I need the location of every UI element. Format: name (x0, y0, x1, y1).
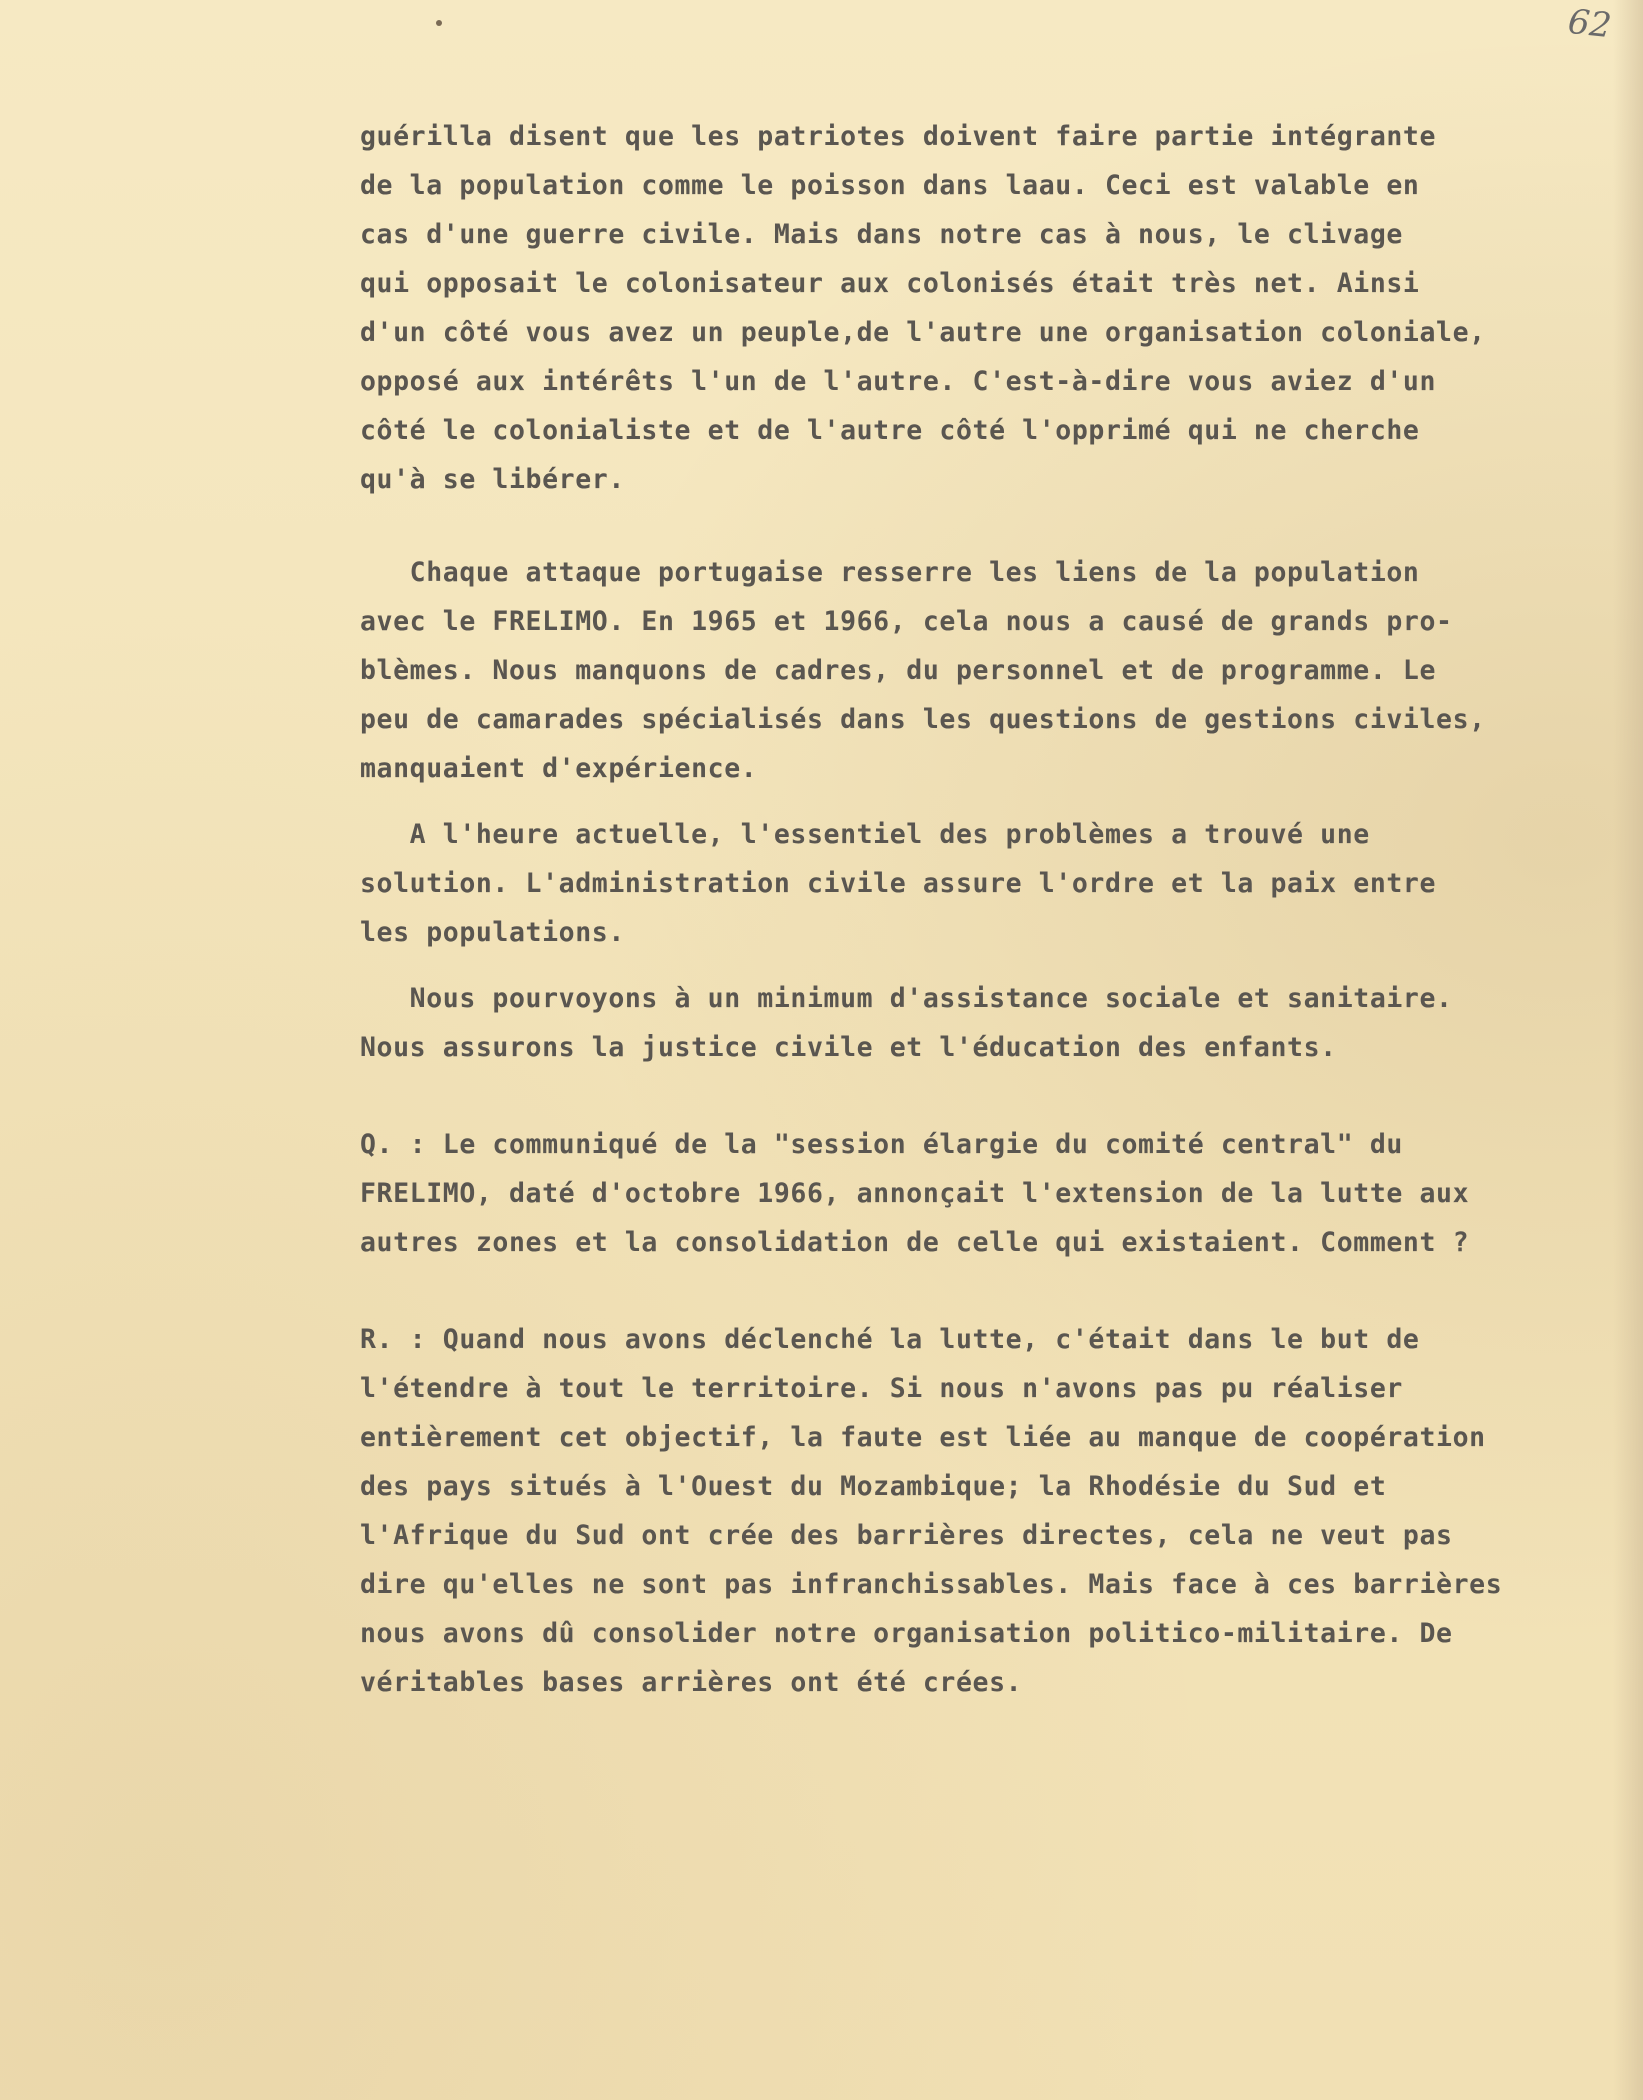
text-line: manquaient d'expérience. (360, 753, 758, 784)
text-line: guérilla disent que les patriotes doivent faire partie intégrante (360, 121, 1437, 152)
text-line: dire qu'elles ne sont pas infranchissables. Mais face à ces barrières (360, 1569, 1503, 1600)
paragraph-gap (360, 504, 1630, 548)
text-line: Q. : Le communiqué de la "session élargie du comité central" du (360, 1129, 1403, 1160)
paragraph-1 (360, 112, 1630, 504)
text-line: cas d'une guerre civile. Mais dans notre cas à nous, le clivage (360, 219, 1403, 250)
text-line: avec le FRELIMO. En 1965 et 1966, cela nous a causé de grands pro- (360, 606, 1453, 637)
text-line: l'étendre à tout le territoire. Si nous n'avons pas pu réaliser (360, 1373, 1403, 1404)
question-paragraph (360, 1120, 1630, 1267)
text-line: opposé aux intérêts l'un de l'autre. C'est-à-dire vous aviez d'un (360, 366, 1437, 397)
stray-ink-dot (436, 20, 442, 26)
paragraph-2 (360, 548, 1630, 793)
text-line: de la population comme le poisson dans laau. Ceci est valable en (360, 170, 1420, 201)
text-line: les populations. (360, 917, 625, 948)
text-line: véritables bases arrières ont été crées. (360, 1667, 1023, 1698)
text-line: R. : Quand nous avons déclenché la lutte, c'était dans le but de (360, 1324, 1420, 1355)
text-line: Nous pourvoyons à un minimum d'assistance sociale et sanitaire. (360, 983, 1453, 1014)
text-line: côté le colonialiste et de l'autre côté l'opprimé qui ne cherche (360, 415, 1420, 446)
text-line: qui opposait le colonisateur aux colonisés était très net. Ainsi (360, 268, 1420, 299)
page-number: 62 (1566, 1, 1614, 47)
text-line: blèmes. Nous manquons de cadres, du personnel et de programme. Le (360, 655, 1437, 686)
text-line: solution. L'administration civile assure l'ordre et la paix entre (360, 868, 1437, 899)
paragraph-gap (360, 957, 1630, 974)
text-line: qu'à se libérer. (360, 464, 625, 495)
text-line: Chaque attaque portugaise resserre les liens de la population (360, 557, 1420, 588)
text-line: peu de camarades spécialisés dans les questions de gestions civiles, (360, 704, 1486, 735)
paragraph-gap (360, 1072, 1630, 1120)
text-line: Nous assurons la justice civile et l'éducation des enfants. (360, 1032, 1337, 1063)
text-line: entièrement cet objectif, la faute est liée au manque de coopération (360, 1422, 1486, 1453)
text-line: des pays situés à l'Ouest du Mozambique; la Rhodésie du Sud et (360, 1471, 1387, 1502)
paragraph-gap (360, 1267, 1630, 1315)
text-line: autres zones et la consolidation de celle qui existaient. Comment ? (360, 1227, 1470, 1258)
text-line: nous avons dû consolider notre organisation politico-militaire. De (360, 1618, 1453, 1649)
answer-paragraph (360, 1315, 1630, 1707)
paragraph-gap (360, 793, 1630, 810)
text-line: FRELIMO, daté d'octobre 1966, annonçait l'extension de la lutte aux (360, 1178, 1470, 1209)
text-line: A l'heure actuelle, l'essentiel des problèmes a trouvé une (360, 819, 1370, 850)
typed-text-body (360, 112, 1630, 1707)
text-line: d'un côté vous avez un peuple,de l'autre une organisation coloniale, (360, 317, 1486, 348)
paragraph-3 (360, 810, 1630, 957)
text-line: l'Afrique du Sud ont crée des barrières directes, cela ne veut pas (360, 1520, 1453, 1551)
paragraph-4 (360, 974, 1630, 1072)
